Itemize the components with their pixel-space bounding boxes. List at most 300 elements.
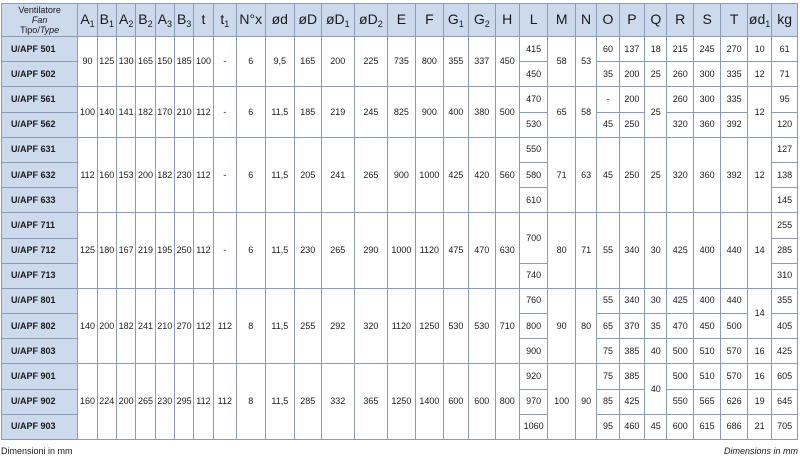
value-cell: 145 — [772, 188, 798, 213]
value-cell: 35 — [645, 314, 667, 339]
value-cell: 510 — [693, 339, 720, 364]
col-header-base: A — [80, 10, 90, 27]
value-cell: 705 — [772, 414, 798, 439]
col-header-base: H — [502, 10, 513, 27]
model-cell: U/APF 801 — [2, 288, 78, 313]
value-cell: 400 — [693, 288, 720, 313]
value-cell: 600 — [443, 364, 468, 440]
value-cell: 260 — [667, 87, 693, 112]
value-cell: 600 — [667, 414, 693, 439]
header-corner-line1: Ventilatore — [18, 5, 61, 15]
value-cell: - — [213, 213, 236, 289]
value-cell: 735 — [387, 37, 416, 87]
value-cell: 605 — [772, 364, 798, 389]
value-cell: 165 — [295, 37, 321, 87]
value-cell: 210 — [174, 87, 193, 137]
value-cell: 140 — [78, 288, 97, 364]
value-cell: 425 — [772, 339, 798, 364]
value-cell: 392 — [721, 112, 747, 137]
value-cell: 290 — [355, 213, 388, 289]
value-cell: 58 — [575, 87, 596, 137]
value-cell: 200 — [321, 37, 355, 87]
value-cell: 415 — [519, 37, 548, 62]
value-cell: 285 — [772, 238, 798, 263]
value-cell: 200 — [97, 288, 116, 364]
value-cell: 560 — [495, 137, 519, 213]
value-cell: 225 — [355, 37, 388, 87]
value-cell: 112 — [194, 87, 213, 137]
model-cell: U/APF 903 — [2, 414, 78, 439]
col-header — [213, 4, 236, 37]
col-header — [645, 4, 667, 37]
value-cell: 65 — [597, 314, 619, 339]
value-cell: 14 — [747, 213, 771, 289]
value-cell: 265 — [355, 137, 388, 213]
value-cell: 900 — [387, 137, 416, 213]
value-cell: 570 — [721, 339, 747, 364]
value-cell: 95 — [772, 87, 798, 112]
value-cell: 71 — [575, 213, 596, 289]
col-header — [265, 4, 295, 37]
value-cell: 112 — [194, 364, 213, 440]
col-header — [772, 4, 798, 37]
value-cell: 425 — [619, 389, 644, 414]
value-cell: 900 — [416, 87, 443, 137]
value-cell: 100 — [78, 87, 97, 137]
value-cell: 255 — [295, 288, 321, 364]
value-cell: 165 — [136, 37, 155, 87]
value-cell: 11,5 — [265, 288, 295, 364]
value-cell: 200 — [116, 364, 135, 440]
col-header-base: kg — [777, 10, 793, 27]
value-cell: 530 — [443, 288, 468, 364]
col-header — [519, 4, 548, 37]
value-cell: 11,5 — [265, 213, 295, 289]
col-header-base: G — [473, 10, 485, 27]
value-cell: 45 — [597, 137, 619, 213]
value-cell: 800 — [416, 37, 443, 87]
value-cell: 285 — [295, 364, 321, 440]
value-cell: 335 — [721, 62, 747, 87]
col-header-sub: 2 — [147, 18, 153, 29]
value-cell: 250 — [174, 213, 193, 289]
value-cell: 185 — [295, 87, 321, 137]
col-header-base: E — [396, 10, 407, 27]
value-cell: 250 — [619, 112, 644, 137]
value-cell: 360 — [693, 137, 720, 213]
value-cell: 320 — [355, 288, 388, 364]
col-header — [78, 4, 97, 37]
value-cell: 392 — [721, 137, 747, 213]
value-cell: 440 — [721, 288, 747, 313]
col-header — [721, 4, 747, 37]
value-cell: 550 — [519, 137, 548, 162]
value-cell: 182 — [136, 87, 155, 137]
value-cell: 420 — [469, 137, 495, 213]
col-header-base: M — [555, 10, 568, 27]
value-cell: 230 — [295, 213, 321, 289]
value-cell: 125 — [97, 37, 116, 87]
value-cell: 75 — [597, 339, 619, 364]
header-corner-line2: Fan — [31, 15, 48, 25]
col-header — [237, 4, 266, 37]
col-header — [355, 4, 388, 37]
value-cell: - — [213, 87, 236, 137]
value-cell: 385 — [619, 339, 644, 364]
value-cell: 370 — [619, 314, 644, 339]
value-cell: 500 — [667, 364, 693, 389]
value-cell: 626 — [721, 389, 747, 414]
col-header-base: øD — [325, 10, 345, 27]
col-header-sub: 3 — [166, 18, 172, 29]
value-cell: 510 — [693, 364, 720, 389]
col-header-base: øD — [298, 10, 318, 27]
value-cell: 1400 — [416, 364, 443, 440]
value-cell: 195 — [155, 213, 174, 289]
header-row — [2, 4, 798, 37]
value-cell: 18 — [645, 37, 667, 62]
model-cell: U/APF 633 — [2, 188, 78, 213]
value-cell: 65 — [548, 87, 575, 137]
value-cell: 245 — [355, 87, 388, 137]
value-cell: - — [597, 87, 619, 112]
value-cell: 200 — [136, 137, 155, 213]
header-corner-tipo: Tipo/ — [20, 25, 40, 35]
col-header — [321, 4, 355, 37]
col-header — [295, 4, 321, 37]
value-cell: 11,5 — [265, 137, 295, 213]
model-cell: U/APF 561 — [2, 87, 78, 112]
col-header-base: N°x — [239, 10, 263, 27]
value-cell: 55 — [597, 213, 619, 289]
value-cell: 45 — [597, 112, 619, 137]
value-cell: 21 — [747, 414, 771, 439]
col-header-base: A — [118, 10, 129, 27]
col-header-sub: 1 — [108, 18, 114, 29]
model-cell: U/APF 711 — [2, 213, 78, 238]
value-cell: 25 — [645, 62, 667, 87]
value-cell: 100 — [194, 37, 213, 87]
value-cell: 550 — [667, 389, 693, 414]
table-row — [2, 137, 798, 162]
value-cell: 219 — [321, 87, 355, 137]
model-cell: U/APF 502 — [2, 62, 78, 87]
value-cell: 12 — [747, 62, 771, 87]
col-header-base: t — [220, 10, 225, 27]
value-cell: 215 — [667, 37, 693, 62]
value-cell: 245 — [693, 37, 720, 62]
value-cell: 1250 — [416, 288, 443, 364]
value-cell: 335 — [721, 87, 747, 112]
col-header-sub: 1 — [224, 18, 230, 29]
value-cell: 450 — [519, 62, 548, 87]
col-header-base: t — [201, 10, 206, 27]
value-cell: 320 — [667, 137, 693, 213]
col-header-sub: 2 — [128, 18, 134, 29]
value-cell: 125 — [78, 213, 97, 289]
value-cell: 182 — [155, 137, 174, 213]
value-cell: 700 — [519, 213, 548, 263]
value-cell: 570 — [721, 364, 747, 389]
value-cell: 470 — [667, 314, 693, 339]
value-cell: 224 — [97, 364, 116, 440]
value-cell: 85 — [597, 389, 619, 414]
model-cell: U/APF 712 — [2, 238, 78, 263]
value-cell: 355 — [443, 37, 468, 87]
value-cell: 150 — [155, 37, 174, 87]
value-cell: 1000 — [387, 213, 416, 289]
value-cell: 400 — [693, 213, 720, 289]
value-cell: 630 — [495, 213, 519, 289]
value-cell: 265 — [136, 364, 155, 440]
value-cell: 138 — [772, 162, 798, 187]
col-header — [667, 4, 693, 37]
value-cell: 6 — [237, 213, 266, 289]
col-header-base: B — [99, 10, 109, 27]
value-cell: 16 — [747, 339, 771, 364]
value-cell: 210 — [155, 288, 174, 364]
col-header-sub: 1 — [344, 18, 350, 29]
value-cell: 300 — [693, 87, 720, 112]
col-header — [136, 4, 155, 37]
col-header — [548, 4, 575, 37]
col-header — [174, 4, 193, 37]
value-cell: - — [213, 37, 236, 87]
col-header — [495, 4, 519, 37]
value-cell: 310 — [772, 263, 798, 288]
value-cell: 580 — [519, 162, 548, 187]
value-cell: 295 — [174, 364, 193, 440]
value-cell: 970 — [519, 389, 548, 414]
table-row — [2, 213, 798, 238]
model-cell: U/APF 803 — [2, 339, 78, 364]
col-header-sub: 1 — [765, 18, 771, 29]
footer-note-en: Dimensions in mm — [723, 446, 798, 456]
value-cell: 90 — [548, 288, 575, 364]
footer-note-it: Dimensioni in mm — [1, 446, 73, 456]
col-header — [443, 4, 468, 37]
col-header-sub: 3 — [186, 18, 192, 29]
col-header — [416, 4, 443, 37]
value-cell: 55 — [597, 288, 619, 313]
value-cell: 340 — [619, 288, 644, 313]
value-cell: 182 — [116, 288, 135, 364]
value-cell: 6 — [237, 37, 266, 87]
value-cell: 460 — [619, 414, 644, 439]
model-cell: U/APF 802 — [2, 314, 78, 339]
model-cell: U/APF 901 — [2, 364, 78, 389]
value-cell: 112 — [194, 288, 213, 364]
value-cell: 360 — [693, 112, 720, 137]
value-cell: 30 — [645, 288, 667, 313]
value-cell: 170 — [155, 87, 174, 137]
header-corner-line3 — [2, 25, 77, 35]
value-cell: 80 — [575, 288, 596, 364]
col-header — [619, 4, 644, 37]
value-cell: 241 — [136, 288, 155, 364]
value-cell: 6 — [237, 137, 266, 213]
value-cell: 160 — [97, 137, 116, 213]
col-header-sub: 2 — [377, 18, 383, 29]
value-cell: 127 — [772, 137, 798, 162]
value-cell: 16 — [747, 364, 771, 389]
value-cell: 230 — [174, 137, 193, 213]
value-cell: 112 — [194, 137, 213, 213]
value-cell: 400 — [443, 87, 468, 137]
value-cell: 75 — [597, 364, 619, 389]
col-header-base: L — [529, 10, 538, 27]
value-cell: 112 — [194, 213, 213, 289]
value-cell: 475 — [443, 213, 468, 289]
col-header-base: P — [627, 10, 637, 27]
value-cell: 500 — [667, 339, 693, 364]
value-cell: - — [213, 137, 236, 213]
value-cell: 615 — [693, 414, 720, 439]
table-row — [2, 288, 798, 313]
col-header — [693, 4, 720, 37]
col-header-sub: 2 — [484, 18, 490, 29]
value-cell: 1060 — [519, 414, 548, 439]
table-row — [2, 364, 798, 389]
value-cell: 205 — [295, 137, 321, 213]
value-cell: 270 — [174, 288, 193, 364]
col-header-base: O — [602, 10, 614, 27]
value-cell: 219 — [136, 213, 155, 289]
value-cell: 600 — [469, 364, 495, 440]
value-cell: 1120 — [416, 213, 443, 289]
value-cell: 6 — [237, 87, 266, 137]
value-cell: 167 — [116, 213, 135, 289]
col-header — [575, 4, 596, 37]
col-header-base: A — [157, 10, 167, 27]
col-header-base: ød — [271, 10, 288, 27]
value-cell: 470 — [519, 87, 548, 112]
value-cell: 332 — [321, 364, 355, 440]
value-cell: 500 — [721, 314, 747, 339]
value-cell: 710 — [495, 288, 519, 364]
model-cell: U/APF 713 — [2, 263, 78, 288]
value-cell: 825 — [387, 87, 416, 137]
col-header-base: ød — [748, 10, 766, 27]
value-cell: 112 — [213, 288, 236, 364]
value-cell: 1000 — [416, 137, 443, 213]
col-header-base: N — [581, 10, 592, 27]
value-cell: 425 — [667, 213, 693, 289]
value-cell: 112 — [78, 137, 97, 213]
value-cell: 270 — [721, 37, 747, 62]
value-cell: 760 — [519, 288, 548, 313]
value-cell: 900 — [519, 339, 548, 364]
value-cell: 500 — [495, 87, 519, 137]
model-cell: U/APF 501 — [2, 37, 78, 62]
value-cell: 35 — [597, 62, 619, 87]
value-cell: 450 — [495, 37, 519, 87]
value-cell: 53 — [575, 37, 596, 87]
value-cell: 14 — [747, 288, 771, 338]
value-cell: 185 — [174, 37, 193, 87]
value-cell: 740 — [519, 263, 548, 288]
table-row — [2, 87, 798, 112]
value-cell: 90 — [575, 364, 596, 440]
value-cell: 60 — [597, 37, 619, 62]
col-header — [469, 4, 495, 37]
value-cell: 450 — [693, 314, 720, 339]
value-cell: 800 — [495, 364, 519, 440]
value-cell: 112 — [213, 364, 236, 440]
value-cell: 686 — [721, 414, 747, 439]
col-header — [747, 4, 771, 37]
value-cell: 645 — [772, 389, 798, 414]
value-cell: 12 — [747, 87, 771, 137]
col-header-base: T — [729, 10, 739, 27]
value-cell: 292 — [321, 288, 355, 364]
value-cell: 137 — [619, 37, 644, 62]
value-cell: 530 — [469, 288, 495, 364]
value-cell: 530 — [519, 112, 548, 137]
table-row — [2, 37, 798, 62]
value-cell: 340 — [619, 213, 644, 289]
col-header — [387, 4, 416, 37]
value-cell: 470 — [469, 213, 495, 289]
col-header-base: B — [138, 10, 148, 27]
col-header-base: Q — [650, 10, 662, 27]
value-cell: 153 — [116, 137, 135, 213]
value-cell: 1250 — [387, 364, 416, 440]
value-cell: 250 — [619, 137, 644, 213]
col-header-base: G — [447, 10, 459, 27]
value-cell: 425 — [667, 288, 693, 313]
col-header-base: F — [425, 10, 434, 27]
col-header-base: R — [675, 10, 686, 27]
value-cell: 63 — [575, 137, 596, 213]
value-cell: 141 — [116, 87, 135, 137]
value-cell: 800 — [519, 314, 548, 339]
value-cell: 12 — [747, 137, 771, 213]
col-header — [597, 4, 619, 37]
value-cell: 45 — [645, 414, 667, 439]
value-cell: 30 — [645, 213, 667, 289]
value-cell: 25 — [645, 87, 667, 137]
value-cell: 200 — [619, 87, 644, 112]
model-cell: U/APF 632 — [2, 162, 78, 187]
value-cell: 180 — [97, 213, 116, 289]
model-cell: U/APF 631 — [2, 137, 78, 162]
value-cell: 265 — [321, 213, 355, 289]
value-cell: 300 — [693, 62, 720, 87]
value-cell: 8 — [237, 288, 266, 364]
value-cell: 100 — [548, 364, 575, 440]
value-cell: 241 — [321, 137, 355, 213]
model-cell: U/APF 562 — [2, 112, 78, 137]
model-cell: U/APF 902 — [2, 389, 78, 414]
value-cell: 40 — [645, 364, 667, 414]
value-cell: 71 — [772, 62, 798, 87]
value-cell: 385 — [619, 364, 644, 389]
value-cell: 365 — [355, 364, 388, 440]
col-header-base: S — [702, 10, 712, 27]
value-cell: 440 — [721, 213, 747, 289]
col-header — [116, 4, 135, 37]
value-cell: 355 — [772, 288, 798, 313]
value-cell: 25 — [645, 137, 667, 213]
value-cell: 61 — [772, 37, 798, 62]
value-cell: 9,5 — [265, 37, 295, 87]
value-cell: 71 — [548, 137, 575, 213]
col-header-base: B — [176, 10, 187, 27]
col-header — [194, 4, 213, 37]
dimensions-table — [1, 3, 798, 440]
value-cell: 11,5 — [265, 364, 295, 440]
